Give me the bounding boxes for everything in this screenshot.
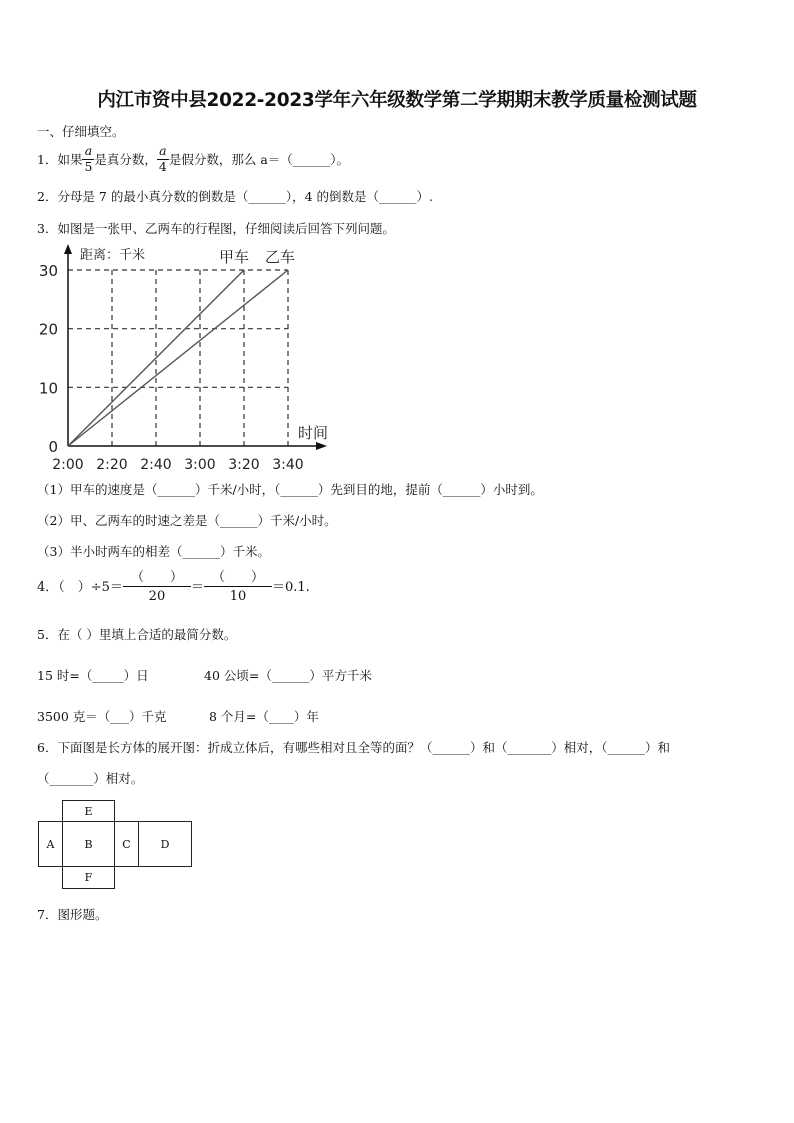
question-1	[37, 142, 349, 176]
frac-denominator: 5	[84, 158, 93, 174]
series-line-jia	[68, 270, 244, 446]
series-label-yi: 乙车	[264, 248, 296, 266]
cuboid-net	[38, 800, 192, 889]
question-5: 5．在（ ）里填上合适的最简分数。	[37, 627, 237, 642]
question-3: 3．如图是一张甲、乙两车的行程图，仔细阅读后回答下列问题。	[37, 221, 395, 236]
q1-mid: 是真分数，	[94, 152, 157, 167]
q1-post: 是假分数，那么 a＝（______）。	[168, 152, 350, 167]
fraction-a-over-5	[82, 144, 94, 174]
frac-numerator: a	[82, 144, 94, 160]
y-tick-label: 10	[38, 379, 58, 398]
q5-item-grams: 3500 克＝（___）千克	[37, 709, 167, 724]
x-tick-label: 2:40	[140, 457, 172, 473]
net-face-b: B	[62, 821, 115, 867]
q5-item-hectares: 40 公顷=（______）平方千米	[204, 668, 372, 683]
fraction-blank-over-10	[204, 566, 272, 604]
q4-post: ＝0.1.	[271, 579, 310, 595]
net-face-d: D	[138, 821, 192, 867]
q1-pre: 1．如果	[37, 152, 83, 167]
x-tick-label: 2:00	[52, 457, 84, 473]
net-face-a: A	[38, 821, 63, 867]
question-3-sub-3: （3）半小时两车的相差（______）千米。	[37, 544, 270, 559]
page-title: 内江市资中县2022-2023学年六年级数学第二学期期末教学质量检测试题	[97, 90, 697, 111]
q4-equals: ＝	[190, 579, 204, 595]
net-face-f: F	[62, 866, 115, 889]
frac-denominator: 4	[158, 158, 167, 174]
frac-numerator: （ ）	[204, 566, 272, 587]
net-face-e: E	[62, 800, 115, 822]
q5-item-hours: 15 时=（_____）日	[37, 668, 149, 683]
series-label-jia: 甲车	[218, 248, 250, 266]
x-axis-arrow	[316, 442, 327, 450]
frac-denominator: 10	[229, 589, 247, 604]
x-tick-label: 3:40	[272, 457, 304, 473]
question-7: 7．图形题。	[37, 907, 108, 922]
x-tick-label: 2:20	[96, 457, 128, 473]
y-tick-label: 0	[48, 438, 58, 456]
q4-pre: 4．（ ）÷5＝	[37, 579, 123, 595]
y-tick-label: 20	[38, 320, 58, 339]
frac-denominator: 20	[148, 589, 166, 604]
question-6-line-1: 6．下面图是长方体的展开图：折成立体后，有哪些相对且全等的面？（______）和（_______）相对，（______）和	[37, 740, 670, 755]
x-tick-label: 3:00	[184, 457, 216, 473]
question-3-sub-1: （1）甲车的速度是（______）千米/小时，（______）先到目的地，提前（______）小时到。	[37, 482, 543, 497]
frac-numerator: a	[157, 144, 169, 160]
chart-labels	[39, 247, 328, 473]
y-axis-title: 距离：千米	[80, 248, 146, 263]
series-line-yi	[68, 270, 288, 446]
question-2: 2．分母是 7 的最小真分数的倒数是（______），4 的倒数是（______）.	[37, 189, 434, 204]
y-axis-arrow	[64, 244, 72, 254]
question-4	[37, 565, 310, 605]
fraction-a-over-4	[157, 144, 169, 174]
chart-series	[68, 270, 288, 446]
fraction-blank-over-20	[123, 566, 191, 604]
y-tick-label: 30	[38, 262, 58, 280]
net-face-c: C	[114, 821, 139, 867]
section-heading: 一、仔细填空。	[37, 124, 125, 139]
q5-item-months: 8 个月=（____）年	[209, 709, 319, 724]
x-tick-label: 3:20	[228, 457, 260, 473]
frac-numerator: （ ）	[123, 566, 191, 587]
x-axis-title: 时间	[298, 424, 329, 442]
travel-chart	[30, 240, 350, 475]
question-6-line-2: （_______）相对。	[37, 771, 144, 786]
question-3-sub-2: （2）甲、乙两车的时速之差是（______）千米/小时。	[37, 513, 337, 528]
